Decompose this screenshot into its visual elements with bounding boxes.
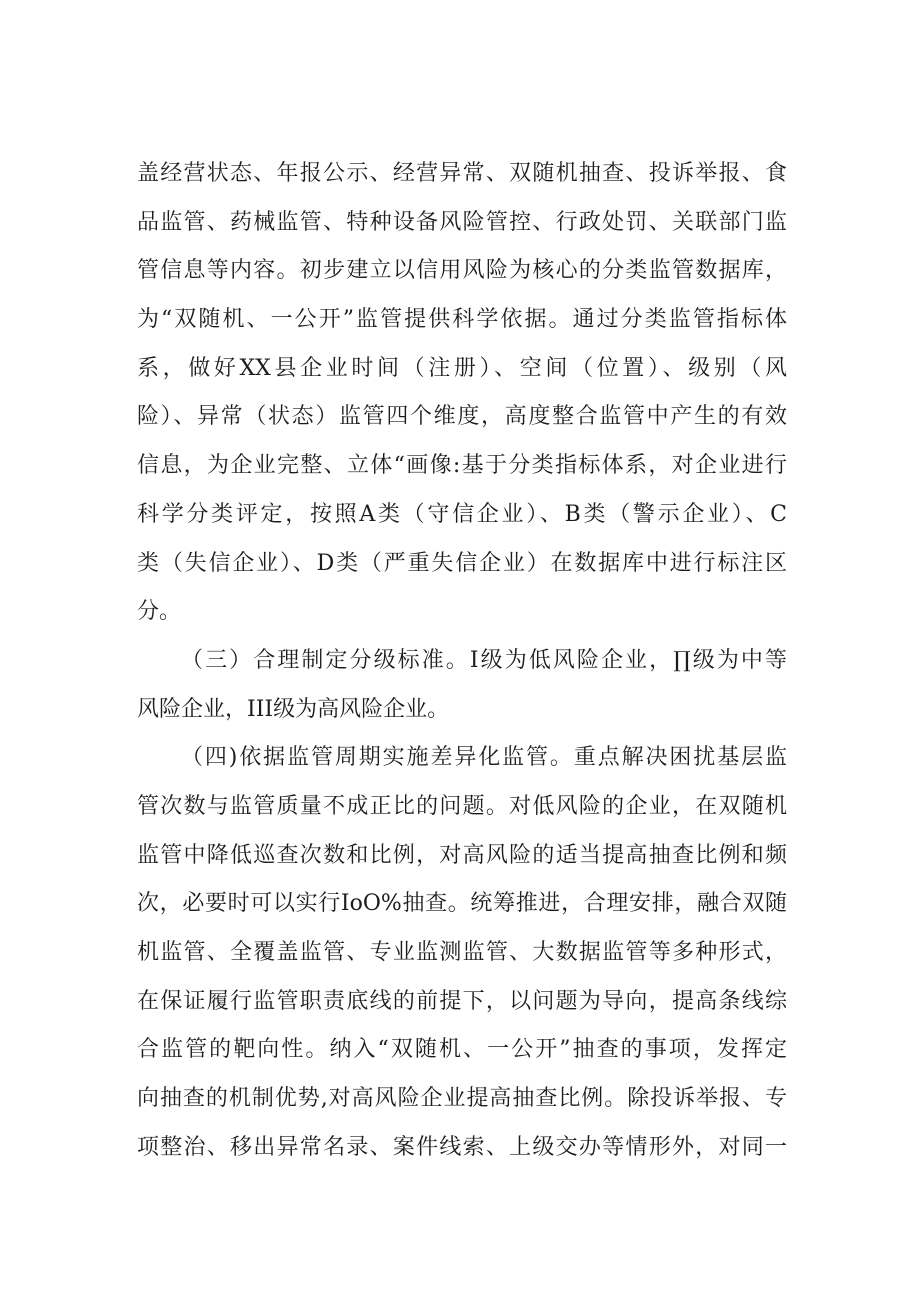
text-line: 合监管的靶向性。纳入“双随机、一公开”抽查的事项，发挥定	[137, 1037, 787, 1063]
text-line: 系，做好XX县企业时间（注册）、空间（位置）、级别（风	[137, 355, 787, 381]
text-line: 类（失信企业）、D类（严重失信企业）在数据库中进行标注区	[137, 550, 787, 576]
text-line: 科学分类评定，按照A类（守信企业）、B类（警示企业）、C	[137, 501, 787, 527]
text-line: 品监管、药械监管、特种设备风险管控、行政处罚、关联部门监	[137, 209, 787, 235]
text-line: 在保证履行监管职责底线的前提下，以问题为导向，提高条线综	[137, 988, 787, 1014]
text-line: 信息，为企业完整、立体“画像:基于分类指标体系，对企业进行	[137, 453, 787, 479]
text-line: 项整治、移出异常名录、案件线索、上级交办等情形外，对同一	[137, 1134, 787, 1160]
text-line: 管次数与监管质量不成正比的问题。对低风险的企业，在双随机	[137, 793, 787, 819]
document-body	[137, 150, 787, 1172]
text-line: 险）、异常（状态）监管四个维度，高度整合监管中产生的有效	[137, 404, 787, 430]
text-line: 风险企业，III级为高风险企业。	[137, 696, 450, 722]
text-line: 向抽查的机制优势,对高风险企业提高抽查比例。除投诉举报、专	[137, 1086, 787, 1112]
section-heading-line: （四)依据监管周期实施差异化监管。重点解决困扰基层监	[181, 745, 787, 771]
section-heading-line: （三）合理制定分级标准。I级为低风险企业，∏级为中等	[181, 647, 787, 673]
text-line: 监管中降低巡查次数和比例，对高风险的适当提高抽查比例和频	[137, 842, 787, 868]
text-line: 为“双随机、一公开”监管提供科学依据。通过分类监管指标体	[137, 307, 787, 333]
text-line: 盖经营状态、年报公示、经营异常、双随机抽查、投诉举报、食	[137, 161, 787, 186]
text-line: 分。	[137, 599, 182, 625]
text-line: 次，必要时可以实行IoO%抽查。统筹推进，合理安排，融合双随	[137, 891, 787, 917]
text-line: 管信息等内容。初步建立以信用风险为核心的分类监管数据库，	[137, 258, 787, 284]
text-line: 机监管、全覆盖监管、专业监测监管、大数据监管等多种形式，	[137, 940, 787, 965]
